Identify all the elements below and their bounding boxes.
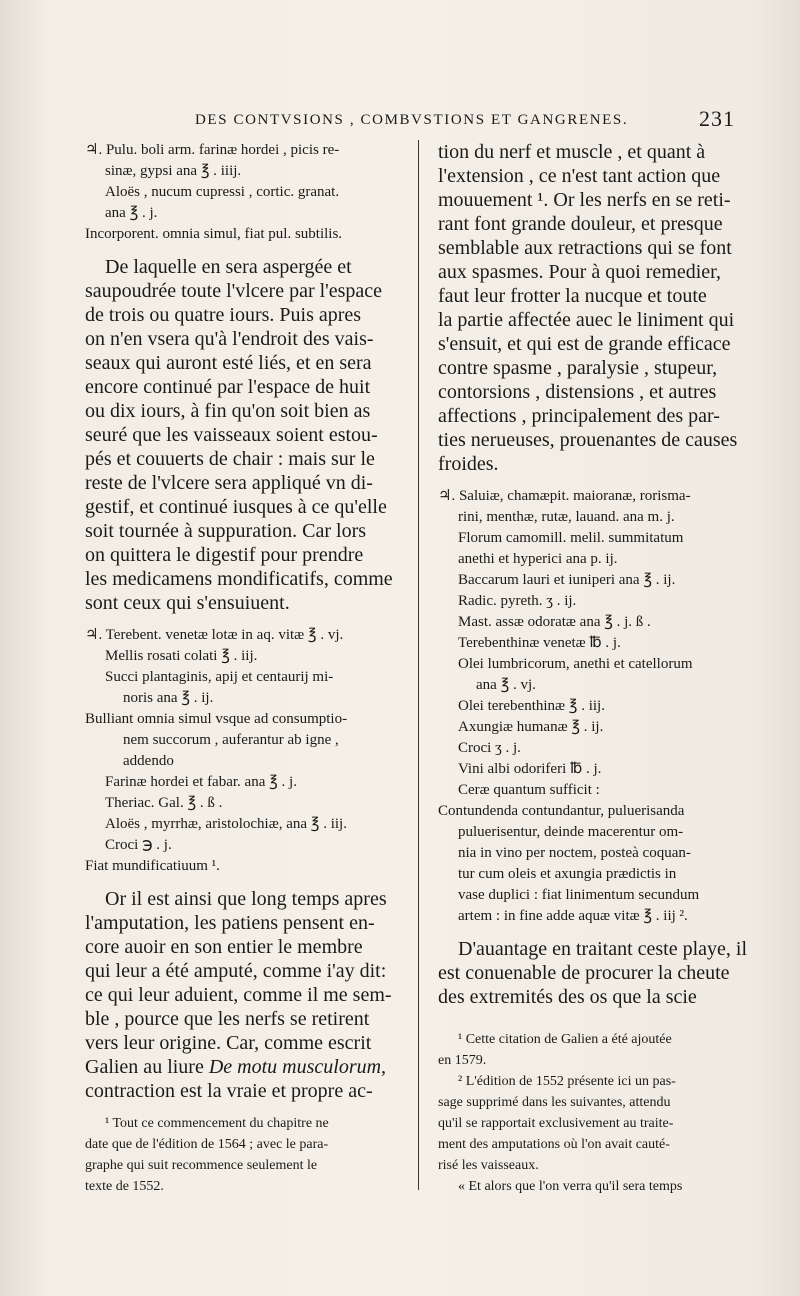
text-line: contorsions , distensions , et autres: [438, 381, 717, 403]
recipe-line: ♃. Terebent. venetæ lotæ in aq. vitæ ℥ . vj.: [85, 627, 344, 643]
recipe-line: Aloës , nucum cupressi , cortic. granat.: [105, 184, 340, 200]
recipe-line: Vini albi odoriferi ℔ . j.: [458, 761, 602, 777]
footnote-line: qu'il se rapportait exclusivement au traite-: [438, 1116, 674, 1131]
text-line: l'amputation, les patiens pensent en-: [85, 912, 375, 934]
footnote-line: ¹ Cette citation de Galien a été ajoutée: [458, 1032, 672, 1047]
recipe-line: Olei lumbricorum, anethi et catellorum: [458, 656, 693, 672]
recipe-line: tur cum oleis et axungia prædictis in: [458, 866, 677, 882]
recipe-line: Mellis rosati colati ℥ . iij.: [105, 648, 258, 664]
text-line: les medicamens mondificatifs, comme: [85, 568, 393, 590]
column-divider: [418, 140, 419, 1190]
recipe-line: Fiat mundificatiuum ¹.: [85, 858, 220, 874]
text-line: on n'en vsera qu'à l'endroit des vais-: [85, 328, 374, 350]
recipe-line: addendo: [123, 753, 174, 769]
recipe-line: Farinæ hordei et fabar. ana ℥ . j.: [105, 774, 297, 790]
text-line: faut leur frotter la nucque et toute: [438, 285, 707, 307]
recipe-line: rini, menthæ, rutæ, lauand. ana m. j.: [458, 509, 675, 525]
text-line: on quittera le digestif pour prendre: [85, 544, 364, 566]
footnote-line: ment des amputations où l'on avait cauté-: [438, 1137, 670, 1152]
recipe-line: Axungiæ humanæ ℥ . ij.: [458, 719, 604, 735]
text-line: contre spasme , paralysie , stupeur,: [438, 357, 718, 379]
recipe-line: ana ℥ . j.: [105, 205, 158, 221]
footnote-line: sage supprimé dans les suivantes, attendu: [438, 1095, 671, 1110]
recipe-line: Olei terebenthinæ ℥ . iij.: [458, 698, 605, 714]
footnote-line: graphe qui suit recommence seulement le: [85, 1158, 318, 1173]
recipe-liniment: [438, 486, 780, 927]
recipe-line: Florum camomill. melil. summitatum: [458, 530, 684, 546]
recipe-line: Radic. pyreth. ʒ . ij.: [458, 593, 577, 609]
footnote-line: ² L'édition de 1552 présente ici un pas-: [458, 1074, 676, 1089]
book-title: De motu musculorum,: [208, 1056, 387, 1078]
text-line: de trois ou quatre iours. Puis apres: [85, 304, 362, 326]
recipe-line: Mast. assæ odoratæ ana ℥ . j. ß .: [458, 614, 651, 630]
text-line: vers leur origine. Car, comme escrit: [85, 1032, 372, 1054]
footnote-line: en 1579.: [438, 1053, 487, 1068]
page-header: [195, 106, 735, 131]
text-line: pés et couuerts de chair : mais sur le: [85, 448, 375, 470]
recipe-line: noris ana ℥ . ij.: [123, 690, 214, 706]
text-fragment: Galien au liure: [85, 1056, 209, 1078]
recipe-line: Croci ℈ . j.: [105, 837, 172, 853]
text-line: tion du nerf et muscle , et quant à: [438, 141, 706, 163]
recipe-line: Ceræ quantum sufficit :: [458, 782, 600, 798]
footnote-line: risé les vaisseaux.: [438, 1158, 539, 1173]
text-line: gestif, et continué iusques à ce qu'elle: [85, 496, 387, 518]
text-line: affections , principalement des par-: [438, 405, 720, 427]
recipe-mundificatif: [85, 625, 387, 877]
page-number: 231: [699, 106, 735, 131]
paragraph-extension: [438, 140, 780, 476]
text-line: mouuement ¹. Or les nerfs en se reti-: [438, 189, 731, 211]
text-line: ble , pource que les nerfs se retirent: [85, 1008, 370, 1030]
recipe-line: Aloës , myrrhæ, aristolochiæ, ana ℥ . iij.: [105, 816, 347, 832]
text-line: la partie affectée auec le liniment qui: [438, 309, 735, 331]
recipe-line: Terebenthinæ venetæ ℔ . j.: [458, 635, 621, 651]
recipe-line: Theriac. Gal. ℥ . ß .: [105, 795, 223, 811]
text-line: semblable aux retractions qui se font: [438, 237, 732, 259]
text-line: s'ensuit, et qui est de grande efficace: [438, 333, 731, 355]
recipe-line: vase duplici : fiat linimentum secundum: [458, 887, 700, 903]
right-column: [438, 140, 780, 1197]
recipe-line: Bulliant omnia simul vsque ad consumptio-: [85, 711, 348, 727]
text-line: ou dix iours, à fin qu'on soit bien as: [85, 400, 371, 422]
text-line: reste de l'vlcere sera appliqué vn di-: [85, 472, 373, 494]
text-line: encore continué par l'espace de huit: [85, 376, 371, 398]
recipe-line: Baccarum lauri et iuniperi ana ℥ . ij.: [458, 572, 676, 588]
left-column: [85, 140, 393, 1197]
text-line: ties nerueuses, prouenantes de causes: [438, 429, 738, 451]
text-line: l'extension , ce n'est tant action que: [438, 165, 721, 187]
recipe-line: ♃. Pulu. boli arm. farinæ hordei , picis re-: [85, 142, 340, 158]
text-line: aux spasmes. Pour à quoi remedier,: [438, 261, 722, 283]
recipe-line: Succi plantaginis, apij et centaurij mi-: [105, 669, 334, 685]
recipe-line: artem : in fine adde aquæ vitæ ℥ . iij ².: [458, 908, 688, 924]
recipe-line: anethi et hyperici ana p. ij.: [458, 551, 618, 567]
recipe-line: Contundenda contundantur, puluerisanda: [438, 803, 685, 819]
text-line: est conuenable de procurer la cheute: [438, 962, 730, 984]
recipe-line: sinæ, gypsi ana ℥ . iiij.: [105, 163, 242, 179]
text-line: sont ceux qui s'ensuiuent.: [85, 592, 290, 614]
recipe-line: nem succorum , auferantur ab igne ,: [123, 732, 339, 748]
text-line: Or il est ainsi que long temps apres: [105, 888, 387, 910]
footnote-line: texte de 1552.: [85, 1179, 164, 1194]
paragraph-amputation: [85, 887, 392, 1103]
text-line: soit tournée à suppuration. Car lors: [85, 520, 367, 542]
recipe-line: nia in vino per noctem, posteà coquan-: [458, 845, 691, 861]
text-line: contraction est la vraie et propre ac-: [85, 1080, 373, 1102]
text-line: qui leur a été amputé, comme i'ay dit:: [85, 960, 387, 982]
text-line: De laquelle en sera aspergée et: [105, 256, 352, 278]
footnote-line: date que de l'édition de 1564 ; avec le para-: [85, 1137, 329, 1152]
text-line: ce qui leur aduient, comme il me sem-: [85, 984, 392, 1006]
text-line: seaux qui auront esté liés, et en sera: [85, 352, 372, 374]
recipe-line: Incorporent. omnia simul, fiat pul. subtilis.: [85, 226, 343, 242]
paragraph-dauantage: [438, 937, 780, 1009]
text-line: core auoir en son entier le membre: [85, 936, 363, 958]
text-line: froides.: [438, 453, 499, 475]
footnote-left: [85, 1113, 387, 1197]
text-line: des extremités des os que la scie: [438, 986, 697, 1008]
recipe-powder: [85, 140, 387, 245]
recipe-line: ana ℥ . vj.: [476, 677, 536, 693]
recipe-line: ♃. Saluiæ, chamæpit. maioranæ, rorisma-: [438, 488, 691, 504]
text-line: rant font grande douleur, et presque: [438, 213, 723, 235]
footnotes-right: [438, 1029, 780, 1197]
footnote-line: ¹ Tout ce commencement du chapitre ne: [105, 1116, 329, 1131]
recipe-line: puluerisentur, deinde macerentur om-: [458, 824, 684, 840]
running-title: DES CONTVSIONS , COMBVSTIONS ET GANGRENES.: [195, 112, 629, 128]
text-line: [85, 1055, 387, 1079]
text-line: seuré que les vaisseaux soient estou-: [85, 424, 378, 446]
paragraph-laquelle: [85, 255, 393, 615]
text-line: D'auantage en traitant ceste playe, il: [458, 938, 748, 960]
recipe-line: Croci ʒ . j.: [458, 740, 521, 756]
footnote-line: « Et alors que l'on verra qu'il sera temps: [458, 1179, 683, 1194]
text-line: saupoudrée toute l'vlcere par l'espace: [85, 280, 383, 302]
